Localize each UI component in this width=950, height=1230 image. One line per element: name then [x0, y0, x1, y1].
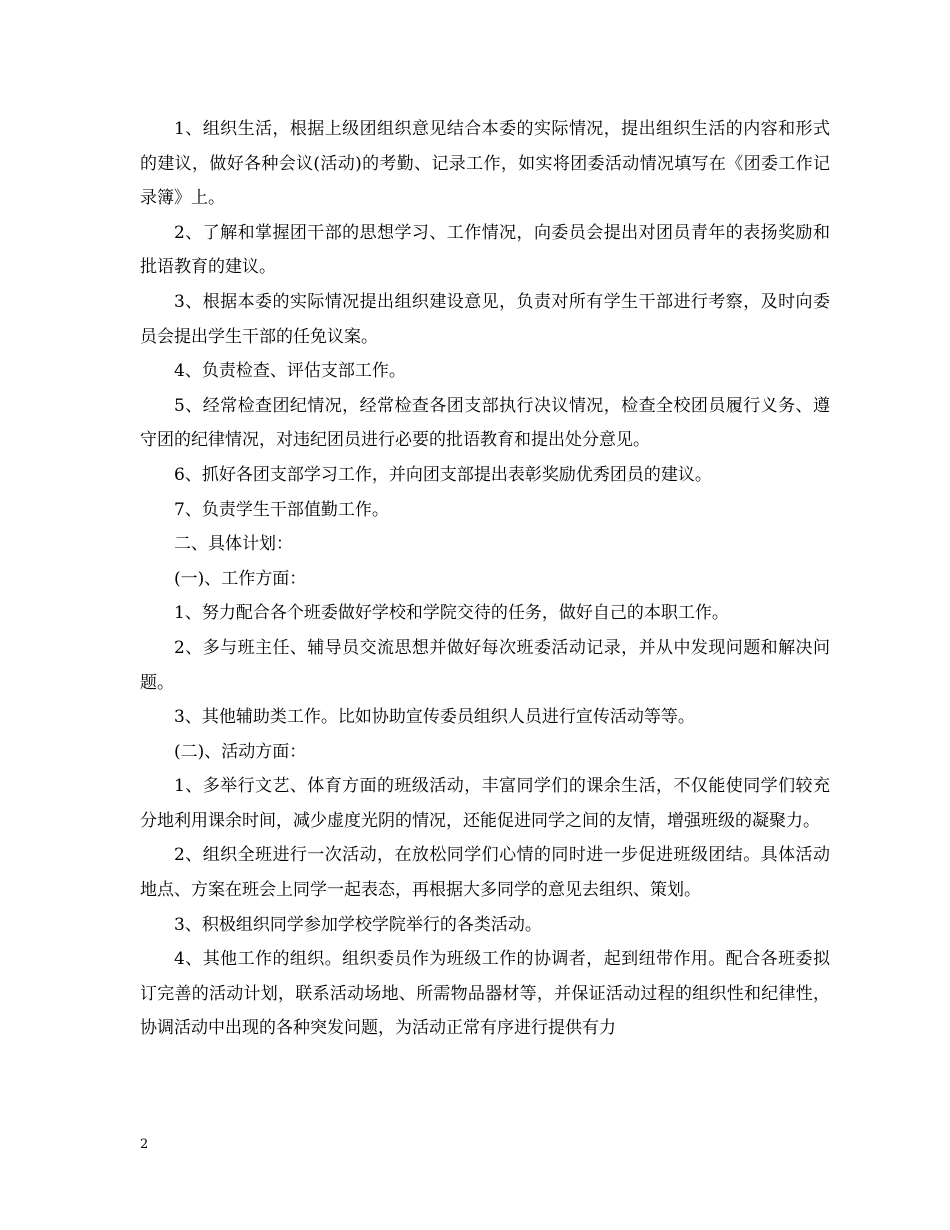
document-body: [140, 112, 830, 1046]
paragraph: 2、多与班主任、辅导员交流思想并做好每次班委活动记录，并从中发现问题和解决问题。: [140, 637, 830, 693]
paragraph: 6、抓好各团支部学习工作，并向团支部提出表彰奖励优秀团员的建议。: [174, 464, 712, 485]
paragraph: 1、组织生活，根据上级团组织意见结合本委的实际情况，提出组织生活的内容和形式的建议，做好各种会议(活动)的考勤、记录工作，如实将团委活动情况填写在《团委工作记录簿》上。: [140, 119, 830, 209]
subsection-heading: (一)、工作方面：: [174, 568, 307, 589]
paragraph: 4、其他工作的组织。组织委员作为班级工作的协调者，起到纽带作用。配合各班委拟订完善的活动计划，联系活动场地、所需物品器材等，并保证活动过程的组织性和纪律性，协调活动中出现的各种突发问题，为活动正常有序进行提供有力: [140, 949, 830, 1039]
paragraph: 2、组织全班进行一次活动，在放松同学们心情的同时进一步促进班级团结。具体活动地点、方案在班会上同学一起表态，再根据大多同学的意见去组织、策划。: [140, 845, 830, 901]
paragraph: 1、努力配合各个班委做好学校和学院交待的任务，做好自己的本职工作。: [174, 603, 729, 624]
paragraph: 2、了解和掌握团干部的思想学习、工作情况，向委员会提出对团员青年的表扬奖励和批语教育的建议。: [140, 222, 830, 278]
paragraph: 5、经常检查团纪情况，经常检查各团支部执行决议情况，检查全校团员履行义务、遵守团的纪律情况，对违纪团员进行必要的批语教育和提出处分意见。: [140, 395, 830, 451]
paragraph: 4、负责检查、评估支部工作。: [174, 361, 406, 382]
paragraph: 3、积极组织同学参加学校学院举行的各类活动。: [174, 914, 542, 935]
paragraph: 1、多举行文艺、体育方面的班级活动，丰富同学们的课余生活，不仅能使同学们较充分地利用课余时间，减少虚度光阴的情况，还能促进同学之间的友情，增强班级的凝聚力。: [140, 776, 830, 831]
paragraph: 7、负责学生干部值勤工作。: [174, 499, 389, 520]
paragraph: 3、其他辅助类工作。比如协助宣传委员组织人员进行宣传活动等等。: [174, 707, 695, 728]
paragraph: 3、根据本委的实际情况提出组织建设意见，负责对所有学生干部进行考察，及时向委员会提出学生干部的任免议案。: [140, 291, 830, 347]
section-heading: 二、具体计划：: [174, 534, 293, 555]
subsection-heading: (二)、活动方面：: [174, 741, 307, 762]
page-number: 2: [140, 1137, 149, 1152]
